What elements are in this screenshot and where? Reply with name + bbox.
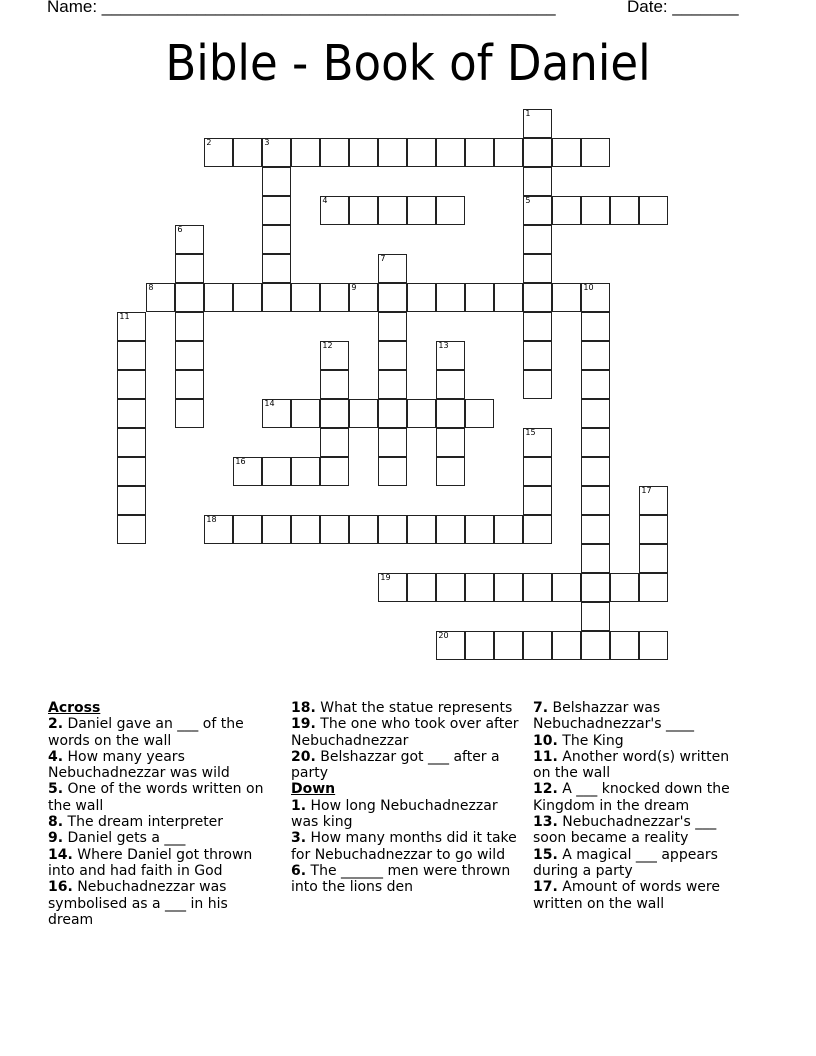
crossword-cell[interactable] [349,283,378,312]
crossword-cell[interactable] [175,312,204,341]
down-heading: Down [291,781,336,798]
crossword-cell[interactable] [581,370,610,399]
crossword-cell[interactable] [378,254,407,283]
crossword-cell[interactable] [320,138,349,167]
crossword-cell[interactable] [639,196,668,225]
clue-number: 6 [177,225,183,235]
crossword-cell[interactable] [117,515,146,544]
clue-number: 1 [525,109,531,119]
crossword-cell[interactable] [436,457,465,486]
crossword-cell[interactable] [378,283,407,312]
crossword-cell[interactable] [523,486,552,515]
clues-column-3 [533,700,748,912]
crossword-cell[interactable] [494,283,523,312]
crossword-cell[interactable] [320,399,349,428]
clue-number: 7 [380,254,386,264]
crossword-cell[interactable] [407,196,436,225]
crossword-cell[interactable] [523,138,552,167]
clue-down-10: 10. The King [533,732,624,749]
crossword-cell[interactable] [233,457,262,486]
crossword-cell[interactable] [639,515,668,544]
clue-down-11: 11. Another word(s) written on the wall [533,748,730,782]
crossword-cell[interactable] [581,428,610,457]
clues-column-2 [291,700,519,896]
crossword-cell[interactable] [523,515,552,544]
crossword-cell[interactable] [436,573,465,602]
crossword-cell[interactable] [465,515,494,544]
crossword-cell[interactable] [581,196,610,225]
crossword-cell[interactable] [523,167,552,196]
clue-number: 8 [148,283,154,293]
crossword-cell[interactable] [175,341,204,370]
crossword-cell[interactable] [581,399,610,428]
crossword-cell[interactable] [291,457,320,486]
name-field-label: Name: ________________________________________________ [47,0,556,16]
crossword-cell[interactable] [639,631,668,660]
crossword-cell[interactable] [291,138,320,167]
crossword-cell[interactable] [378,457,407,486]
crossword-cell[interactable] [407,138,436,167]
crossword-cell[interactable] [465,631,494,660]
clue-number: 10 [583,283,594,293]
crossword-cell[interactable] [349,138,378,167]
crossword-cell[interactable] [639,573,668,602]
clue-across-19: 19. The one who took over after Nebuchadnezzar [291,716,519,749]
crossword-cell[interactable] [233,283,262,312]
crossword-cell[interactable] [204,138,233,167]
clue-across-20: 20. Belshazzar got ___ after a party [291,748,500,782]
crossword-cell[interactable] [175,225,204,254]
crossword-cell[interactable] [581,544,610,573]
crossword-cell[interactable] [552,283,581,312]
crossword-cell[interactable] [436,631,465,660]
clue-number: 9 [351,283,357,293]
crossword-cell[interactable] [552,138,581,167]
clue-across-2: 2. Daniel gave an ___ of the words on the wall [48,716,244,749]
clue-number: 20 [438,631,449,641]
crossword-cell[interactable] [204,283,233,312]
crossword-cell[interactable] [117,457,146,486]
clue-down-17: 17. Amount of words were written on the wall [533,879,720,912]
crossword-cell[interactable] [581,138,610,167]
clue-number: 2 [206,138,212,148]
crossword-cell[interactable] [436,370,465,399]
crossword-cell[interactable] [117,341,146,370]
clue-number: 14 [264,399,275,409]
crossword-cell[interactable] [581,312,610,341]
clue-across-18: 18. What the statue represents [291,700,513,716]
clue-across-16: 16. Nebuchadnezzar was symbolised as a ___ in his dream [48,879,228,928]
crossword-cell[interactable] [581,283,610,312]
crossword-cell[interactable] [581,486,610,515]
clues-column-1 [48,700,268,928]
crossword-cell[interactable] [610,573,639,602]
crossword-cell[interactable] [552,196,581,225]
crossword-cell[interactable] [291,515,320,544]
crossword-cell[interactable] [523,196,552,225]
crossword-cell[interactable] [407,399,436,428]
clue-number: 18 [206,515,217,525]
crossword-cell[interactable] [378,370,407,399]
crossword-cell[interactable] [523,225,552,254]
clue-number: 17 [641,486,652,496]
crossword-cell[interactable] [610,196,639,225]
crossword-cell[interactable] [262,254,291,283]
crossword-cell[interactable] [581,515,610,544]
clue-down-12: 12. A ___ knocked down the Kingdom in the dream [533,781,730,814]
crossword-cell[interactable] [494,515,523,544]
crossword-cell[interactable] [639,544,668,573]
crossword-cell[interactable] [581,573,610,602]
crossword-cell[interactable] [494,573,523,602]
crossword-cell[interactable] [291,399,320,428]
crossword-cell[interactable] [320,457,349,486]
crossword-cell[interactable] [610,631,639,660]
clue-number: 12 [322,341,333,351]
crossword-cell[interactable] [233,138,262,167]
crossword-cell[interactable] [523,254,552,283]
crossword-cell[interactable] [320,341,349,370]
crossword-cell[interactable] [320,283,349,312]
clue-down-7: 7. Belshazzar was Nebuchadnezzar's ____ [533,700,694,733]
crossword-cell[interactable] [262,283,291,312]
crossword-cell[interactable] [523,370,552,399]
across-heading: Across [48,700,101,716]
clue-down-6: 6. The ______ men were thrown into the lions den [291,862,511,896]
crossword-cell[interactable] [378,515,407,544]
crossword-cell[interactable] [117,399,146,428]
crossword-cell[interactable] [262,399,291,428]
clue-number: 16 [235,457,246,467]
crossword-cell[interactable] [320,515,349,544]
crossword-cell[interactable] [552,631,581,660]
crossword-cell[interactable] [436,428,465,457]
crossword-cell[interactable] [378,573,407,602]
crossword-cell[interactable] [639,486,668,515]
clue-number: 15 [525,428,536,438]
crossword-cell[interactable] [436,341,465,370]
crossword-cell[interactable] [378,399,407,428]
crossword-cell[interactable] [436,399,465,428]
clue-down-3: 3. How many months did it take for Nebuchadnezzar to go wild [291,830,517,863]
crossword-cell[interactable] [523,631,552,660]
crossword-cell[interactable] [262,515,291,544]
crossword-cell[interactable] [320,196,349,225]
crossword-cell[interactable] [465,399,494,428]
clue-across-8: 8. The dream interpreter [48,814,224,831]
clue-number: 13 [438,341,449,351]
crossword-cell[interactable] [378,341,407,370]
crossword-cell[interactable] [349,196,378,225]
crossword-cell[interactable] [581,631,610,660]
crossword-cell[interactable] [146,283,175,312]
crossword-cell[interactable] [494,631,523,660]
crossword-cell[interactable] [175,399,204,428]
page-title: Bible - Book of Daniel [165,35,651,92]
crossword-cell[interactable] [523,283,552,312]
clue-number: 4 [322,196,328,206]
crossword-cell[interactable] [523,109,552,138]
crossword-cell[interactable] [494,138,523,167]
crossword-cell[interactable] [581,457,610,486]
crossword-cell[interactable] [349,399,378,428]
crossword-cell[interactable] [523,428,552,457]
crossword-cell[interactable] [378,428,407,457]
crossword-cell[interactable] [320,428,349,457]
crossword-cell[interactable] [320,370,349,399]
crossword-cell[interactable] [523,312,552,341]
crossword-cell[interactable] [523,341,552,370]
clue-across-9: 9. Daniel gets a ___ [48,830,186,847]
crossword-cell[interactable] [465,573,494,602]
crossword-cell[interactable] [233,515,262,544]
clue-down-1: 1. How long Nebuchadnezzar was king [291,797,498,831]
crossword-cell[interactable] [175,254,204,283]
crossword-cell[interactable] [523,457,552,486]
crossword-cell[interactable] [436,515,465,544]
crossword-cell[interactable] [262,167,291,196]
crossword-cell[interactable] [291,283,320,312]
crossword-cell[interactable] [349,515,378,544]
crossword-cell[interactable] [262,457,291,486]
crossword-cell[interactable] [378,196,407,225]
crossword-cell[interactable] [117,312,146,341]
crossword-cell[interactable] [523,573,552,602]
clue-down-13: 13. Nebuchadnezzar's ___ soon became a reality [533,814,717,847]
crossword-cell[interactable] [378,312,407,341]
crossword-cell[interactable] [581,341,610,370]
crossword-cell[interactable] [581,602,610,631]
clue-across-14: 14. Where Daniel got thrown into and had faith in God [48,846,253,879]
crossword-cell[interactable] [204,515,233,544]
clue-down-15: 15. A magical ___ appears during a party [533,846,718,879]
clue-number: 3 [264,138,270,148]
crossword-cell[interactable] [465,138,494,167]
crossword-cell[interactable] [436,196,465,225]
clue-number: 19 [380,573,391,583]
crossword-cell[interactable] [407,283,436,312]
date-field-label: Date: _______ [627,0,739,16]
crossword-cell[interactable] [117,370,146,399]
crossword-cell[interactable] [117,428,146,457]
crossword-cell[interactable] [262,225,291,254]
crossword-cell[interactable] [175,283,204,312]
crossword-cell[interactable] [552,573,581,602]
crossword-cell[interactable] [407,573,436,602]
crossword-cell[interactable] [117,486,146,515]
crossword-cell[interactable] [436,283,465,312]
clue-number: 5 [525,196,531,206]
crossword-cell[interactable] [465,283,494,312]
clue-number: 11 [119,312,130,322]
clue-across-4: 4. How many years Nebuchadnezzar was wild [48,748,230,782]
crossword-cell[interactable] [175,370,204,399]
crossword-cell[interactable] [262,138,291,167]
crossword-cell[interactable] [378,138,407,167]
clue-across-5: 5. One of the words written on the wall [48,781,264,814]
crossword-cell[interactable] [436,138,465,167]
crossword-cell[interactable] [407,515,436,544]
crossword-cell[interactable] [262,196,291,225]
